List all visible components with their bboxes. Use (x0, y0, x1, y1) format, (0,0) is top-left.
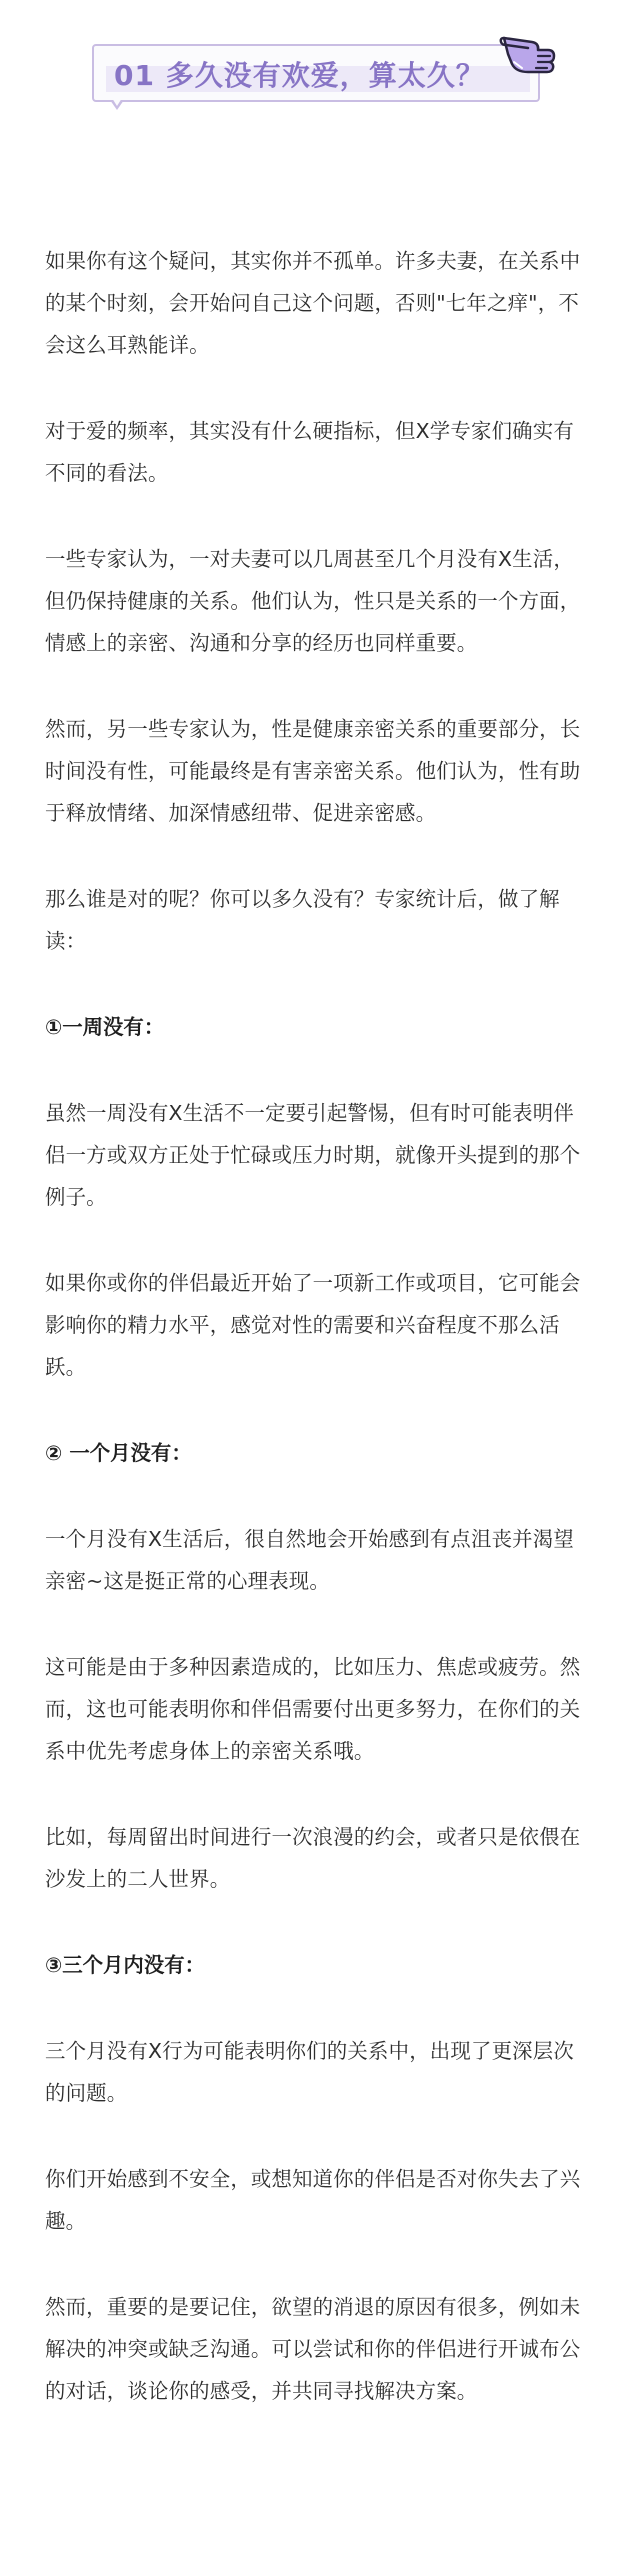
subheading-one-month: ② 一个月没有： (45, 1441, 192, 1465)
section-header (92, 44, 540, 104)
paragraph-expert-view-2: 然而，另一些专家认为，性是健康亲密关系的重要部分，长时间没有性，可能最终是有害亲密关系。他们认为，性有助于释放情绪、加深情感纽带、促进亲密感。 (45, 717, 581, 825)
speech-bubble-tail-inner (112, 98, 122, 106)
paragraph-three-months-2: 你们开始感到不安全，或想知道你的伴侣是否对你失去了兴趣。 (45, 2167, 581, 2233)
paragraph-question: 那么谁是对的呢？你可以多久没有？专家统计后，做了解读： (45, 887, 560, 953)
paragraph-one-month-3: 比如，每周留出时间进行一次浪漫的约会，或者只是依偎在沙发上的二人世界。 (45, 1825, 581, 1891)
paragraph-one-month-2: 这可能是由于多种因素造成的，比如压力、焦虑或疲劳。然而，这也可能表明你和伴侣需要付出更多努力，在你们的关系中优先考虑身体上的亲密关系哦。 (45, 1655, 581, 1763)
section-title: 01 多久没有欢爱，算太久？ (114, 59, 485, 92)
paragraph-one-month-1: 一个月没有X生活后，很自然地会开始感到有点沮丧并渴望亲密~这是挺正常的心理表现。 (45, 1527, 574, 1593)
pointing-hand-icon (498, 28, 562, 78)
subheading-three-months: ③三个月内没有： (45, 1953, 205, 1977)
paragraph-one-week-1: 虽然一周没有X生活不一定要引起警惕，但有时可能表明伴侣一方或双方正处于忙碌或压力时期，就像开头提到的那个例子。 (45, 1101, 581, 1209)
paragraph-frequency: 对于爱的频率，其实没有什么硬指标，但X学专家们确实有不同的看法。 (45, 419, 574, 485)
paragraph-three-months-3: 然而，重要的是要记住，欲望的消退的原因有很多，例如未解决的冲突或缺乏沟通。可以尝试和你的伴侣进行开诚布公的对话，谈论你的感受，并共同寻找解决方案。 (45, 2295, 581, 2403)
paragraph-intro: 如果你有这个疑问，其实你并不孤单。许多夫妻，在关系中的某个时刻，会开始问自己这个问题，否则"七年之痒"，不会这么耳熟能详。 (45, 249, 581, 357)
subheading-one-week: ①一周没有： (45, 1015, 165, 1039)
paragraph-expert-view-1: 一些专家认为，一对夫妻可以几周甚至几个月没有X生活，但仍保持健康的关系。他们认为，性只是关系的一个方面，情感上的亲密、沟通和分享的经历也同样重要。 (45, 547, 581, 655)
paragraph-one-week-2: 如果你或你的伴侣最近开始了一项新工作或项目，它可能会影响你的精力水平，感觉对性的需要和兴奋程度不那么活跃。 (45, 1271, 581, 1379)
paragraph-three-months-1: 三个月没有X行为可能表明你们的关系中，出现了更深层次的问题。 (45, 2039, 574, 2105)
article-body (45, 240, 593, 2456)
